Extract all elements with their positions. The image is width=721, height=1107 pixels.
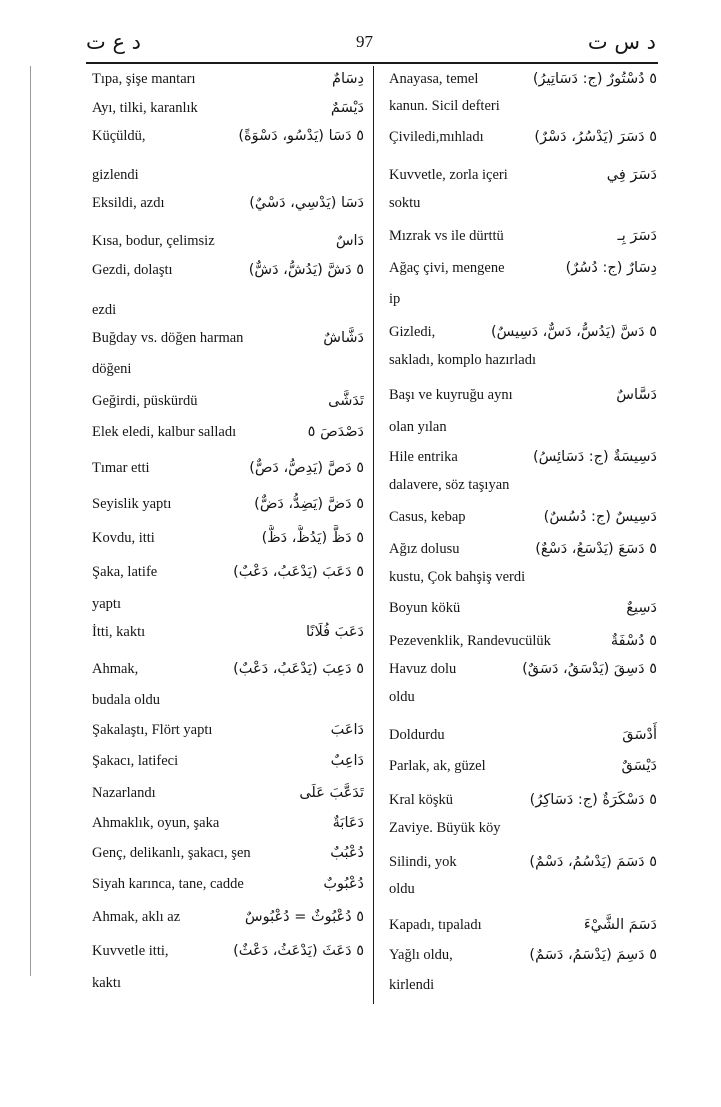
arabic-headword: دِسَارٌ (ج: دُسُرٌ) [565, 260, 657, 276]
left-entry-row [92, 748, 364, 774]
left-entry-row [92, 123, 364, 149]
arabic-headword: ٥ دَسِمَ (يَدْسَمُ، دَسَمٌ) [529, 947, 657, 963]
turkish-definition: Mızrak vs ile dürttü [389, 227, 504, 244]
turkish-definition: Zaviye. Büyük köy [389, 819, 501, 836]
right-entry-row [389, 414, 657, 440]
left-entry-row [92, 66, 364, 92]
turkish-definition: kanun. Sicil defteri [389, 97, 500, 114]
right-entry-row [389, 255, 657, 281]
left-entry-row [92, 810, 364, 836]
turkish-definition: Kuvvetle, zorla içeri [389, 166, 508, 183]
header-right-letters: د س ت [587, 30, 656, 54]
left-entry-row [92, 419, 364, 445]
arabic-headword: ٥ دَضَّ (يَضِدُّ، دَضٌّ) [254, 496, 364, 512]
turkish-definition: Genç, delikanlı, şakacı, şen [92, 844, 251, 861]
turkish-definition: Eksildi, azdı [92, 194, 165, 211]
turkish-definition: Gezdi, dolaştı [92, 261, 173, 278]
right-entry-row [389, 319, 657, 345]
left-entry-row [92, 190, 364, 216]
arabic-headword: دَسِيسَةٌ (ج: دَسَائِسُ) [532, 449, 657, 465]
right-entry-row [389, 972, 657, 998]
arabic-headword: دَسَرَ بِـ [617, 228, 657, 244]
arabic-headword: دِسَامٌ [331, 71, 364, 87]
left-column [92, 66, 364, 1006]
page-number: 97 [356, 32, 373, 51]
turkish-definition: Pezevenklik, Randevucülük [389, 632, 551, 649]
turkish-definition: ip [389, 290, 401, 307]
turkish-definition: Ağız dolusu [389, 540, 460, 557]
arabic-headword: ٥ دَسَمَ (يَدْسُمُ، دَسْمٌ) [529, 854, 657, 870]
turkish-definition: Ağaç çivi, mengene [389, 259, 505, 276]
arabic-headword: ٥ دَشَّ (يَدُشُّ، دَشٌّ) [248, 262, 364, 278]
turkish-definition: Ahmak, aklı az [92, 908, 181, 925]
turkish-definition: Tıpa, şişe mantarı [92, 70, 196, 87]
arabic-headword: دَيْسَقٌ [621, 758, 657, 774]
arabic-headword: دَشَّاشٌ [323, 330, 364, 346]
header-rule [86, 62, 658, 64]
left-entry-row [92, 619, 364, 645]
turkish-definition: Casus, kebap [389, 508, 466, 525]
arabic-headword: دَسَرَ فِي [606, 167, 657, 183]
right-entry-row [389, 66, 657, 92]
arabic-headword: ٥ دُسْتُورٌ (ج: دَسَاتِيرُ) [532, 71, 657, 87]
turkish-definition: Kuvvetle itti, [92, 942, 169, 959]
turkish-definition: Çiviledi,mıhladı [389, 128, 484, 145]
turkish-definition: Anayasa, temel [389, 70, 479, 87]
turkish-definition: Havuz dolu [389, 660, 457, 677]
arabic-headword: ٥ دَسْكَرَةٌ (ج: دَسَاكِرُ) [529, 792, 657, 808]
arabic-headword: تَدَشَّى [328, 393, 364, 409]
left-entry-row [92, 257, 364, 283]
arabic-headword: ٥ دَسَعَ (يَدْسَعُ، دَسْعٌ) [535, 541, 657, 557]
arabic-headword: ٥ دَسِقَ (يَدْسَقُ، دَسَقٌ) [522, 661, 657, 677]
right-entry-row [389, 684, 657, 710]
arabic-headword: ٥ دَعِبَ (يَدْعَبُ، دَعْبٌ) [233, 661, 364, 677]
left-entry-row [92, 871, 364, 897]
left-entry-row [92, 938, 364, 964]
arabic-headword: دَسِيسٌ (ج: دُسُسٌ) [543, 509, 657, 525]
turkish-definition: kaktı [92, 974, 121, 991]
turkish-definition: Şaka, latife [92, 563, 158, 580]
left-entry-row [92, 491, 364, 517]
right-entry-row [389, 595, 657, 621]
turkish-definition: Kısa, bodur, çelimsiz [92, 232, 215, 249]
right-entry-row [389, 628, 657, 654]
right-entry-row [389, 347, 657, 373]
arabic-headword: ٥ دَسَّ (يَدُسُّ، دَسٌّ، دَسِيسٌ) [490, 324, 657, 340]
turkish-definition: olan yılan [389, 418, 447, 435]
right-entry-row [389, 787, 657, 813]
turkish-definition: Parlak, ak, güzel [389, 757, 486, 774]
arabic-headword: أَدْسَقَ [622, 727, 657, 743]
left-entry-row [92, 388, 364, 414]
arabic-headword: دَاعَبَ [330, 722, 364, 738]
right-entry-row [389, 564, 657, 590]
arabic-headword: دَصْدَصَ ٥ [307, 424, 364, 440]
left-entry-row [92, 780, 364, 806]
left-entry-row [92, 687, 364, 713]
turkish-definition: Ayı, tilki, karanlık [92, 99, 198, 116]
arabic-headword: دَيْسَمٌ [330, 100, 364, 116]
turkish-definition: kirlendi [389, 976, 435, 993]
left-entry-row [92, 325, 364, 351]
turkish-definition: Boyun kökü [389, 599, 461, 616]
turkish-definition: Ahmaklık, oyun, şaka [92, 814, 220, 831]
arabic-headword: دَعَابَةٌ [332, 815, 364, 831]
turkish-definition: döğeni [92, 360, 132, 377]
turkish-definition: Kovdu, itti [92, 529, 155, 546]
turkish-definition: Gizledi, [389, 323, 436, 340]
right-entry-row [389, 162, 657, 188]
right-entry-row [389, 444, 657, 470]
right-entry-row [389, 876, 657, 902]
right-entry-row [389, 223, 657, 249]
right-entry-row [389, 656, 657, 682]
arabic-headword: دُعْبُوبٌ [323, 876, 364, 892]
page-edge-line [30, 66, 31, 976]
left-entry-row [92, 95, 364, 121]
arabic-headword: ٥ دَسَرَ (يَدْسُرُ، دَسْرٌ) [534, 129, 657, 145]
turkish-definition: yaptı [92, 595, 121, 612]
turkish-definition: Doldurdu [389, 726, 445, 743]
header-left-letters: د ع ت [86, 30, 142, 54]
arabic-headword: دَعَبَ فُلَانًا [306, 624, 364, 640]
right-entry-row [389, 536, 657, 562]
left-entry-row [92, 162, 364, 188]
turkish-definition: oldu [389, 688, 415, 705]
left-entry-row [92, 228, 364, 254]
column-divider [373, 66, 374, 1004]
turkish-definition: Kapadı, tıpaladı [389, 916, 482, 933]
right-entry-row [389, 815, 657, 841]
arabic-headword: ٥ دَعَبَ (يَدْعَبُ، دَعْبٌ) [233, 564, 364, 580]
arabic-headword: ٥ دُسْفَةٌ [610, 633, 657, 649]
turkish-definition: gizlendi [92, 166, 139, 183]
turkish-definition: Şakalaştı, Flört yaptı [92, 721, 213, 738]
left-entry-row [92, 525, 364, 551]
left-entry-row [92, 559, 364, 585]
arabic-headword: ٥ دَعَثَ (يَدْعَثُ، دَعْثٌ) [233, 943, 364, 959]
turkish-definition: sakladı, komplo hazırladı [389, 351, 536, 368]
turkish-definition: Yağlı oldu, [389, 946, 453, 963]
left-entry-row [92, 970, 364, 996]
right-entry-row [389, 124, 657, 150]
turkish-definition: soktu [389, 194, 421, 211]
arabic-headword: دَاسٌ [335, 233, 364, 249]
turkish-definition: Başı ve kuyruğu aynı [389, 386, 513, 403]
turkish-definition: Tımar etti [92, 459, 150, 476]
arabic-headword: دَسَمَ الشَّيْءَ [583, 917, 657, 933]
turkish-definition: Nazarlandı [92, 784, 156, 801]
turkish-definition: Buğday vs. döğen harman [92, 329, 244, 346]
left-entry-row [92, 591, 364, 617]
turkish-definition: oldu [389, 880, 415, 897]
turkish-definition: ezdi [92, 301, 117, 318]
left-entry-row [92, 904, 364, 930]
right-entry-row [389, 286, 657, 312]
right-entry-row [389, 722, 657, 748]
left-entry-row [92, 297, 364, 323]
right-column [389, 66, 657, 1006]
turkish-definition: Seyislik yaptı [92, 495, 172, 512]
arabic-headword: دَسِيعٌ [626, 600, 657, 616]
left-entry-row [92, 656, 364, 682]
turkish-definition: Elek eledi, kalbur salladı [92, 423, 237, 440]
left-entry-row [92, 840, 364, 866]
turkish-definition: kustu, Çok bahşiş verdi [389, 568, 526, 585]
turkish-definition: Hile entrika [389, 448, 458, 465]
page-header [86, 22, 656, 62]
left-entry-row [92, 455, 364, 481]
arabic-headword: ٥ دَصَّ (يَدِصُّ، دَصٌّ) [249, 460, 364, 476]
right-entry-row [389, 93, 657, 119]
left-entry-row [92, 717, 364, 743]
turkish-definition: Geğirdi, püskürdü [92, 392, 198, 409]
right-entry-row [389, 912, 657, 938]
arabic-headword: تَدَعَّبَ عَلَى [299, 785, 364, 801]
arabic-headword: دَسَّاسٌ [616, 387, 657, 403]
right-entry-row [389, 942, 657, 968]
arabic-headword: دُعْبُبٌ [330, 845, 364, 861]
turkish-definition: Şakacı, latifeci [92, 752, 179, 769]
turkish-definition: budala oldu [92, 691, 161, 708]
right-entry-row [389, 382, 657, 408]
turkish-definition: dalavere, söz taşıyan [389, 476, 510, 493]
right-entry-row [389, 472, 657, 498]
left-entry-row [92, 356, 364, 382]
right-entry-row [389, 504, 657, 530]
arabic-headword: ٥ دَظَّ (يَدُظُّ، دَظٌّ) [261, 530, 364, 546]
right-entry-row [389, 849, 657, 875]
turkish-definition: Silindi, yok [389, 853, 457, 870]
turkish-definition: Küçüldü, [92, 127, 146, 144]
turkish-definition: Kral köşkü [389, 791, 454, 808]
right-entry-row [389, 753, 657, 779]
arabic-headword: دَسَا (يَدْسِي، دَسْيٌ) [249, 195, 364, 211]
turkish-definition: Ahmak, [92, 660, 139, 677]
turkish-definition: İtti, kaktı [92, 623, 146, 640]
arabic-headword: ٥ دُعْبُوثٌ = دُعْبُوسٌ [244, 909, 364, 925]
arabic-headword: ٥ دَسَا (يَدْسُو، دَسْوَةً) [238, 128, 364, 144]
arabic-headword: دَاعِبٌ [330, 753, 364, 769]
right-entry-row [389, 190, 657, 216]
turkish-definition: Siyah karınca, tane, cadde [92, 875, 244, 892]
